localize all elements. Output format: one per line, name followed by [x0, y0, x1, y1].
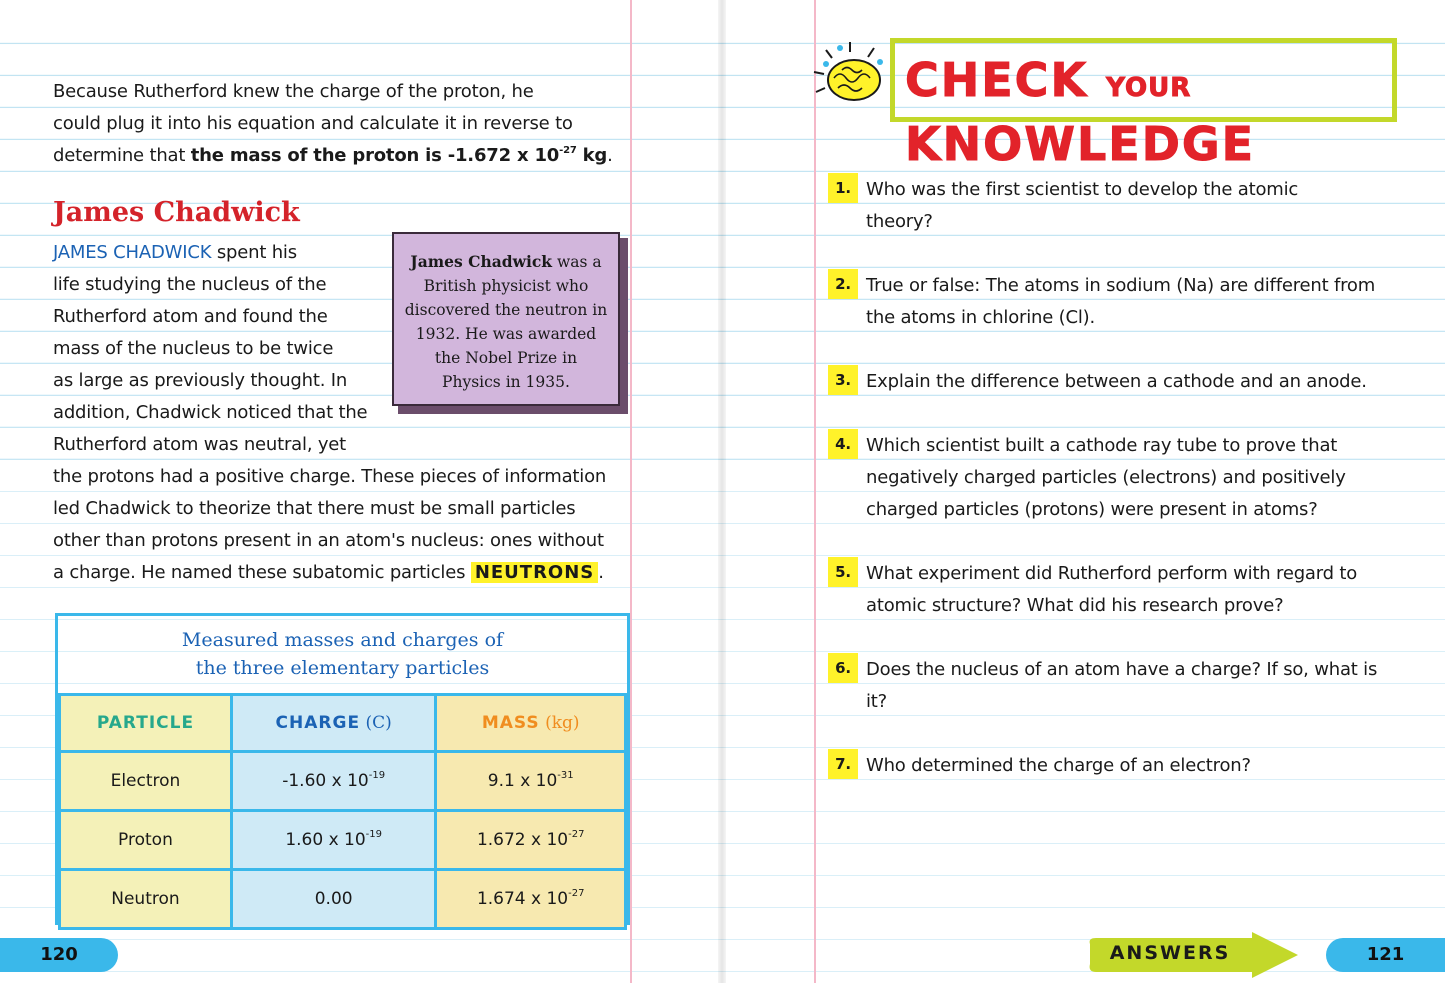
cell-particle: Proton	[60, 811, 232, 870]
question-text: Explain the difference between a cathode and an anode.	[866, 371, 1367, 392]
page-number-right: 121	[1326, 938, 1445, 972]
header-mass: MASS (kg)	[436, 695, 626, 752]
question-number: 1.	[828, 173, 858, 203]
page-margin-line	[630, 0, 632, 983]
table-header-row	[60, 695, 626, 752]
question-number: 6.	[828, 653, 858, 683]
body-line: life studying the nucleus of the	[53, 274, 327, 295]
chadwick-callout	[392, 232, 620, 406]
particles-table-card	[55, 613, 630, 925]
question-text: Which scientist built a cathode ray tube to prove that negatively charged particles (electrons) and positively charged particles (protons) were present in atoms?	[866, 435, 1346, 520]
callout-name: James Chadwick	[410, 252, 553, 271]
header-charge: CHARGE (C)	[231, 695, 435, 752]
question-number: 5.	[828, 557, 858, 587]
question-number: 7.	[828, 749, 858, 779]
cell-charge: 1.60 x $10^{-19}$	[231, 811, 435, 870]
cell-mass: 1.674 x $10^{-27}$	[436, 870, 626, 929]
cell-charge: 0.00	[231, 870, 435, 929]
question-text: True or false: The atoms in sodium (Na) are different from the atoms in chlorine (Cl).	[866, 275, 1376, 328]
intro-line-3: determine that the mass of the proton is -1.672 x $10^{-27}$ kg.	[53, 145, 613, 166]
question-text: Who determined the charge of an electron?	[866, 755, 1251, 776]
question-text: Does the nucleus of an atom have a charge? If so, what is it?	[866, 659, 1378, 712]
intro-line-1: Because Rutherford knew the charge of the proton, he	[53, 81, 534, 102]
check-knowledge-title: CHECK YOUR KNOWLEDGE	[905, 53, 1256, 171]
section-title: James Chadwick	[53, 197, 300, 228]
page-number-left: 120	[0, 938, 118, 972]
body-line-last: a charge. He named these subatomic particles NEUTRONS .	[53, 562, 604, 583]
body-line-1: JAMES CHADWICK spent his	[53, 242, 297, 263]
page-margin-line-right	[814, 0, 816, 983]
question-number: 2.	[828, 269, 858, 299]
cell-particle: Neutron	[60, 870, 232, 929]
body-line: mass of the nucleus to be twice	[53, 338, 334, 359]
question-number: 4.	[828, 429, 858, 459]
callout-text: was a British physicist who discovered the neutron in 1932. He was awarded the Nobel Prize in Physics in 1935.	[404, 253, 608, 391]
table-row	[60, 752, 626, 811]
header-particle: PARTICLE	[60, 695, 232, 752]
intro-paragraph	[53, 76, 613, 172]
table-row	[60, 870, 626, 929]
table-row	[60, 811, 626, 870]
answers-link[interactable]: ANSWERS	[1109, 942, 1231, 964]
brain-icon	[812, 40, 892, 110]
body-line: led Chadwick to theorize that there must be small particles	[53, 498, 576, 519]
body-line: the protons had a positive charge. These pieces of information	[53, 466, 607, 487]
cell-particle: Electron	[60, 752, 232, 811]
body-line: addition, Chadwick noticed that the	[53, 402, 368, 423]
neutrons-highlight: NEUTRONS	[471, 562, 598, 583]
cell-mass: 9.1 x $10^{-31}$	[436, 752, 626, 811]
intro-line-2: could plug it into his equation and calculate it in reverse to	[53, 113, 573, 134]
cell-charge: -1.60 x $10^{-19}$	[231, 752, 435, 811]
question-text: What experiment did Rutherford perform with regard to atomic structure? What did his research prove?	[866, 563, 1358, 616]
question-text: Who was the first scientist to develop the atomic theory?	[866, 179, 1299, 232]
particles-table	[58, 693, 627, 930]
body-line: Rutherford atom and found the	[53, 306, 328, 327]
table-title: Measured masses and charges of the three elementary particles	[181, 629, 504, 679]
body-line: other than protons present in an atom's nucleus: ones without	[53, 530, 604, 551]
book-gutter	[718, 0, 726, 983]
cell-mass: 1.672 x $10^{-27}$	[436, 811, 626, 870]
question-number: 3.	[828, 365, 858, 395]
body-line: Rutherford atom was neutral, yet	[53, 434, 347, 455]
body-line: as large as previously thought. In	[53, 370, 348, 391]
chadwick-name: JAMES CHADWICK	[53, 242, 212, 263]
